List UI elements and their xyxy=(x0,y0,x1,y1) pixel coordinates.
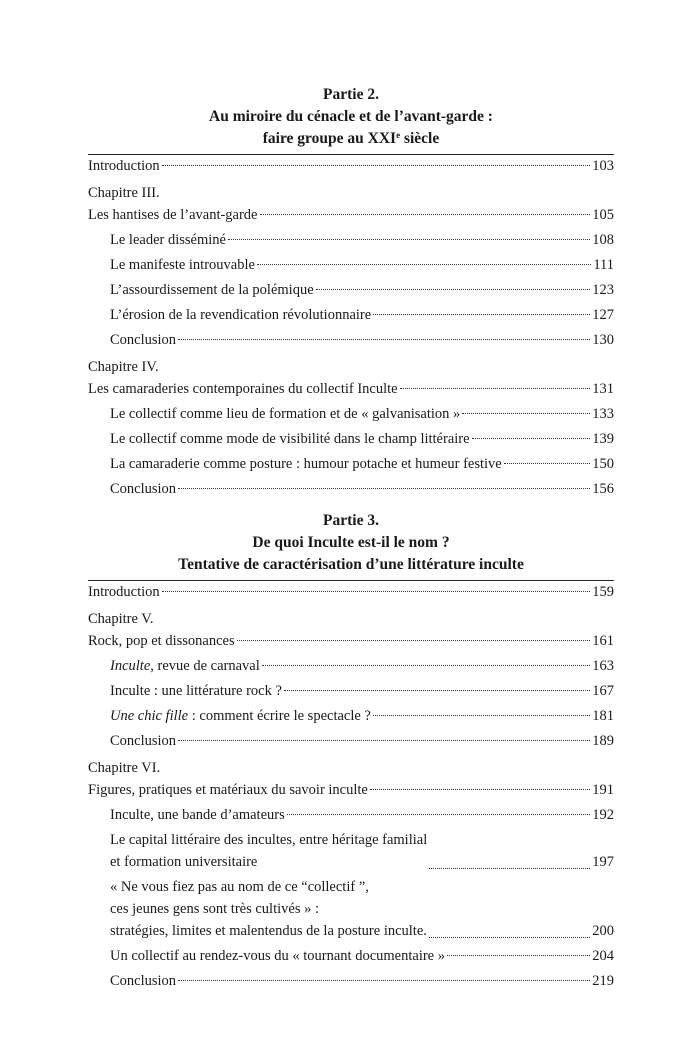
chapter-3-label: Chapitre III. xyxy=(88,185,160,201)
toc-entry-section[interactable]: « Ne vous fiez pas au nom de ce “collectif ”, ces jeunes gens sont très cultivés » : stratégies, limites et malentendus de la posture inculte. 200 xyxy=(88,876,614,942)
part-3-title-line1: De quoi Inculte est-il le nom ? xyxy=(252,534,450,551)
toc-entry-section[interactable]: L’assourdissement de la polémique 123 xyxy=(88,279,614,301)
page-number: 133 xyxy=(592,406,614,422)
page-number: 127 xyxy=(592,307,614,323)
page-number: 139 xyxy=(592,431,614,447)
page-number: 156 xyxy=(592,481,614,497)
page-number: 123 xyxy=(592,282,614,298)
toc-entry-section[interactable]: Inculte, revue de carnaval 163 xyxy=(88,655,614,677)
page-number: 108 xyxy=(592,232,614,248)
page-number: 111 xyxy=(593,257,614,273)
toc-entry-section[interactable]: Une chic fille : comment écrire le spectacle ? 181 xyxy=(88,705,614,727)
page-number: 167 xyxy=(592,683,614,699)
part-2-title-line2: faire groupe au XXIe siècle xyxy=(262,130,440,147)
toc-entry-section[interactable]: Un collectif au rendez-vous du « tournant documentaire » 204 xyxy=(88,945,614,967)
toc-entry-introduction[interactable]: Introduction 159 xyxy=(88,581,614,603)
page-number: 197 xyxy=(592,854,614,870)
page-number: 191 xyxy=(592,782,614,798)
toc-entry-introduction[interactable]: Introduction 103 xyxy=(88,155,614,177)
toc-entry-conclusion[interactable]: Conclusion 189 xyxy=(88,730,614,752)
part-3-title-line2: Tentative de caractérisation d’une littérature inculte xyxy=(178,556,524,573)
chapter-4-label: Chapitre IV. xyxy=(88,359,159,375)
part-2-title-line1: Au miroire du cénacle et de l’avant-garde : xyxy=(209,108,493,125)
page-number: 103 xyxy=(592,158,614,174)
page-number: 163 xyxy=(592,658,614,674)
toc-entry-section[interactable]: L’érosion de la revendication révolutionnaire 127 xyxy=(88,304,614,326)
part-2-label: Partie 2. xyxy=(323,86,379,103)
part-3-heading xyxy=(88,510,614,576)
page-number: 181 xyxy=(592,708,614,724)
page-number: 189 xyxy=(592,733,614,749)
toc-entry-conclusion[interactable]: Conclusion 219 xyxy=(88,970,614,992)
chapter-6-label: Chapitre VI. xyxy=(88,760,161,776)
toc-entry-section[interactable]: Inculte, une bande d’amateurs 192 xyxy=(88,804,614,826)
toc-entry-section[interactable]: Le manifeste introuvable 111 xyxy=(88,254,614,276)
toc-entry-conclusion[interactable]: Conclusion 156 xyxy=(88,478,614,500)
page-number: 204 xyxy=(592,948,614,964)
part-3-label: Partie 3. xyxy=(323,512,379,529)
part-2-heading xyxy=(88,84,614,150)
page-number: 150 xyxy=(592,456,614,472)
page-number: 131 xyxy=(592,381,614,397)
page-number: 159 xyxy=(592,584,614,600)
toc-entry-section[interactable]: Le leader disséminé 108 xyxy=(88,229,614,251)
toc-entry-chapter-5[interactable]: Rock, pop et dissonances 161 xyxy=(88,630,614,652)
toc-entry-chapter-3[interactable]: Les hantises de l’avant-garde 105 xyxy=(88,204,614,226)
toc-entry-chapter-4[interactable]: Les camaraderies contemporaines du collectif Inculte 131 xyxy=(88,378,614,400)
page-number: 105 xyxy=(592,207,614,223)
page-number: 200 xyxy=(592,923,614,939)
page-number: 130 xyxy=(592,332,614,348)
page-number: 219 xyxy=(592,973,614,989)
toc-entry-chapter-6[interactable]: Figures, pratiques et matériaux du savoir inculte 191 xyxy=(88,779,614,801)
toc-entry-section[interactable]: Inculte : une littérature rock ? 167 xyxy=(88,680,614,702)
chapter-5-label: Chapitre V. xyxy=(88,611,154,627)
toc-entry-conclusion[interactable]: Conclusion 130 xyxy=(88,329,614,351)
page-number: 192 xyxy=(592,807,614,823)
toc-entry-section[interactable]: Le collectif comme lieu de formation et de « galvanisation » 133 xyxy=(88,403,614,425)
toc-entry-section[interactable]: Le capital littéraire des incultes, entre héritage familial et formation universitaire 197 xyxy=(88,829,614,873)
toc-entry-section[interactable]: Le collectif comme mode de visibilité dans le champ littéraire 139 xyxy=(88,428,614,450)
toc-entry-section[interactable]: La camaraderie comme posture : humour potache et humeur festive 150 xyxy=(88,453,614,475)
page-number: 161 xyxy=(592,633,614,649)
table-of-contents xyxy=(88,84,614,992)
